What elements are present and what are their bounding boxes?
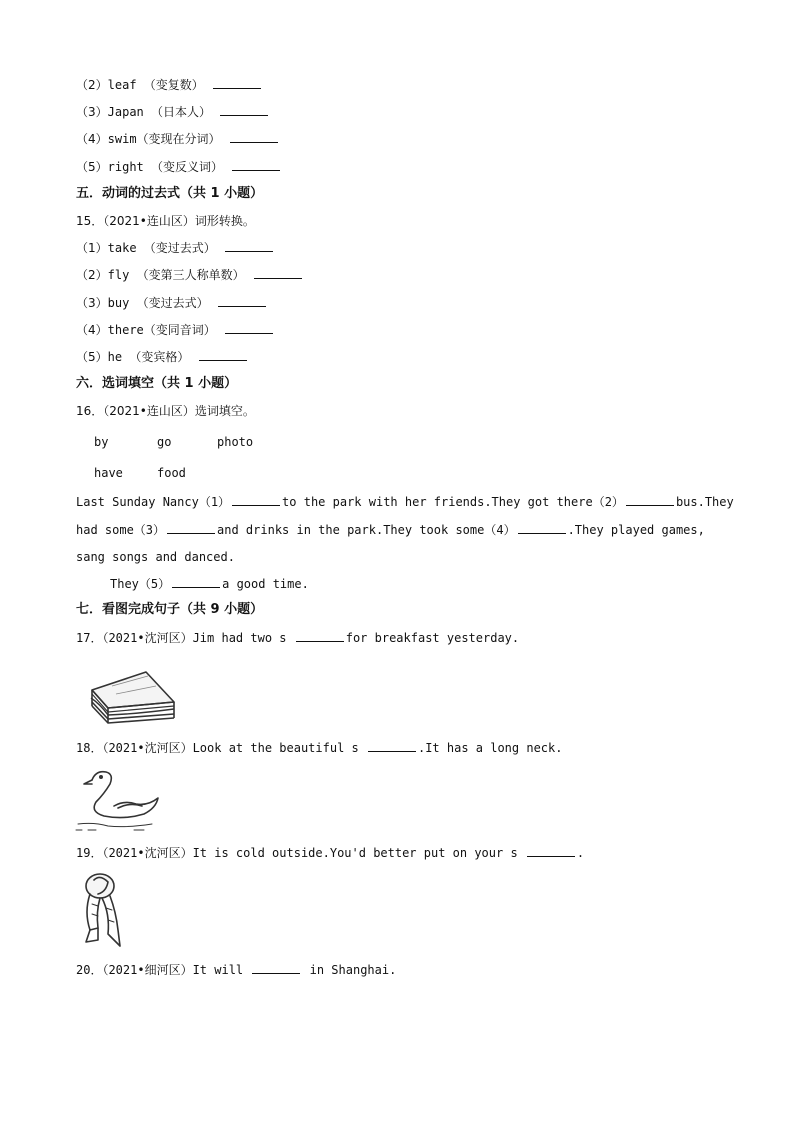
section-6-title: 六．选词填空（共 1 小题） [76, 376, 238, 391]
answer-blank[interactable] [218, 296, 266, 307]
passage-line-4: They（5） a good time. [110, 577, 309, 591]
scarf-image [78, 868, 128, 950]
q15-item-2: （2）fly （变第三人称单数） [76, 268, 304, 282]
answer-blank[interactable] [518, 523, 566, 534]
answer-blank[interactable] [213, 78, 261, 89]
q15-item-4: （4）there（变同音词） [76, 323, 275, 337]
q16-stem: 16．（2021•连山区）选词填空。 [76, 404, 255, 418]
q15-item-5: （5）he （变宾格） [76, 350, 249, 364]
q15-item-1: （1）take （变过去式） [76, 241, 275, 255]
passage-line-2: had some（3） and drinks in the park.They took some（4） .They played games, [76, 523, 705, 537]
answer-blank[interactable] [167, 523, 215, 534]
q18: 18．（2021•沈河区）Look at the beautiful s .It has a long neck. [76, 741, 563, 755]
answer-blank[interactable] [626, 495, 674, 506]
answer-blank[interactable] [220, 105, 268, 116]
q15-item-3: （3）buy （变过去式） [76, 296, 268, 310]
sandwich-image [86, 668, 178, 728]
q19: 19．（2021•沈河区）It is cold outside.You'd better put on your s . [76, 846, 585, 860]
word-bank-by: by [94, 435, 109, 449]
answer-blank[interactable] [172, 577, 220, 588]
q14-item-5: （5）right （变反义词） [76, 160, 282, 174]
q14-item-2: （2）leaf （变复数） [76, 78, 263, 92]
answer-blank[interactable] [232, 495, 280, 506]
answer-blank[interactable] [368, 741, 416, 752]
passage-line-3: sang songs and danced. [76, 550, 235, 564]
passage-line-1: Last Sunday Nancy（1） to the park with her friends.They got there（2） bus.They [76, 495, 734, 509]
answer-blank[interactable] [252, 963, 300, 974]
answer-blank[interactable] [225, 241, 273, 252]
answer-blank[interactable] [527, 846, 575, 857]
word-bank-photo: photo [217, 435, 254, 449]
q14-item-3: （3）Japan （日本人） [76, 105, 270, 119]
section-5-title: 五．动词的过去式（共 1 小题） [76, 186, 264, 201]
q17: 17．（2021•沈河区）Jim had two s for breakfast yesterday. [76, 631, 520, 645]
answer-blank[interactable] [232, 160, 280, 171]
swan-image [74, 764, 166, 832]
word-bank-go: go [157, 435, 172, 449]
answer-blank[interactable] [296, 631, 344, 642]
q15-stem: 15．（2021•连山区）词形转换。 [76, 214, 255, 228]
answer-blank[interactable] [199, 350, 247, 361]
word-bank-have: have [94, 466, 123, 480]
q14-item-4: （4）swim（变现在分词） [76, 132, 280, 146]
answer-blank[interactable] [230, 132, 278, 143]
answer-blank[interactable] [225, 323, 273, 334]
answer-blank[interactable] [254, 268, 302, 279]
section-7-title: 七．看图完成句子（共 9 小题） [76, 602, 264, 617]
q20: 20．（2021•细河区）It will in Shanghai. [76, 963, 397, 977]
word-bank-food: food [157, 466, 186, 480]
